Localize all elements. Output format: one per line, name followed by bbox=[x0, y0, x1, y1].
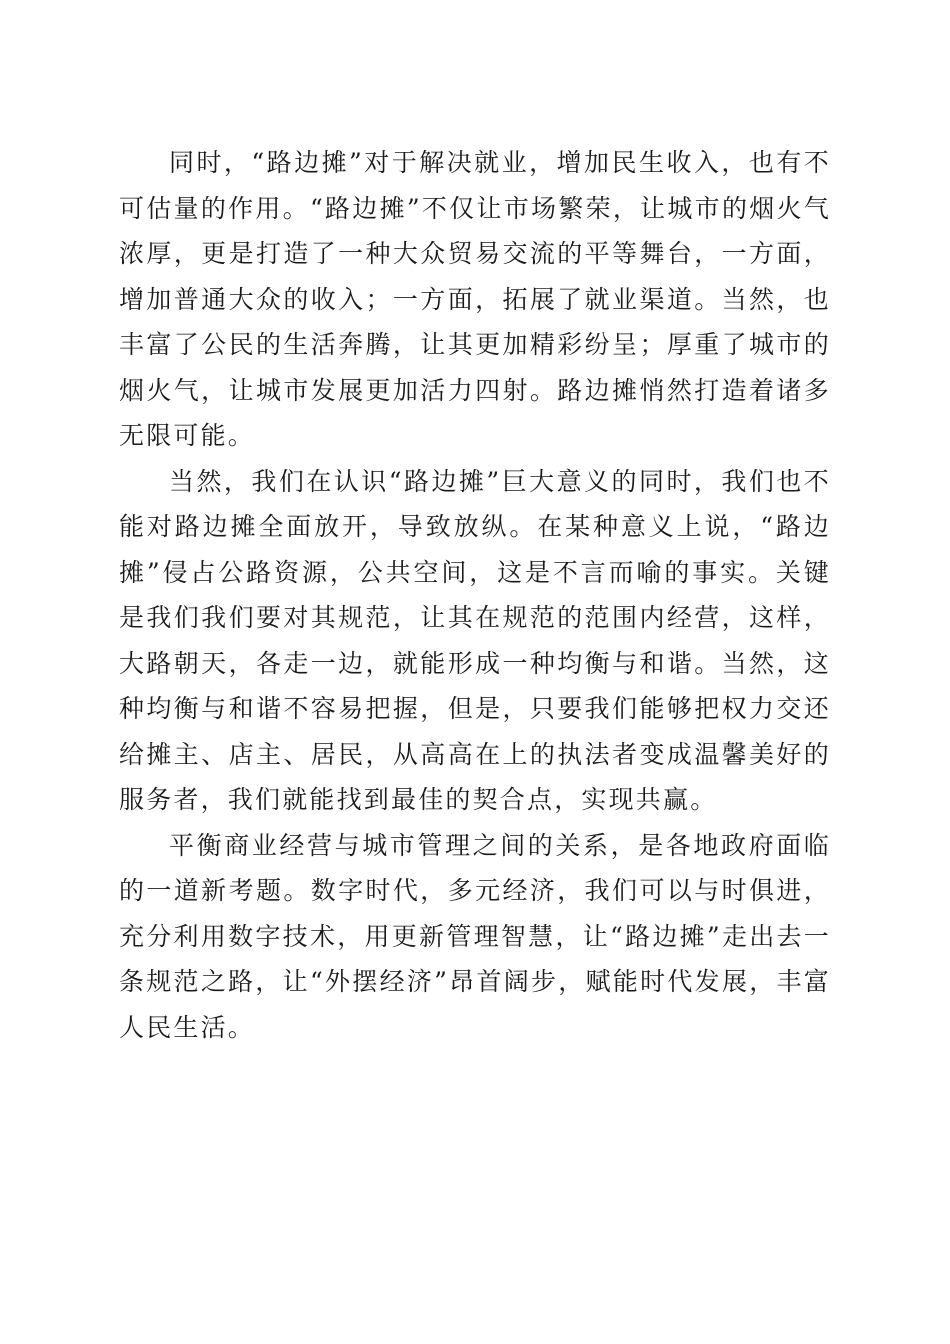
paragraph-1: 同时，“路边摊”对于解决就业，增加民生收入，也有不可估量的作用。“路边摊”不仅让市场繁荣，让城市的烟火气浓厚，更是打造了一种大众贸易交流的平等舞台，一方面，增加普通大众的收入；一方面，拓展了就业渠道。当然，也丰富了公民的生活奔腾，让其更加精彩纷呈；厚重了城市的烟火气，让城市发展更加活力四射。路边摊悄然打造着诸多无限可能。 bbox=[119, 148, 831, 450]
document-body bbox=[119, 140, 831, 1050]
paragraph-3: 平衡商业经营与城市管理之间的关系，是各地政府面临的一道新考题。数字时代，多元经济，我们可以与时俱进，充分利用数字技术，用更新管理智慧，让“路边摊”走出去一条规范之路，让“外摆经济”昂首阔步，赋能时代发展，丰富人民生活。 bbox=[119, 830, 831, 1042]
paragraph-2: 当然，我们在认识“路边摊”巨大意义的同时，我们也不能对路边摊全面放开，导致放纵。在某种意义上说，“路边摊”侵占公路资源，公共空间，这是不言而喻的事实。关键是我们我们要对其规范，让其在规范的范围内经营，这样，大路朝天，各走一边，就能形成一种均衡与和谐。当然，这种均衡与和谐不容易把握，但是，只要我们能够把权力交还给摊主、店主、居民，从高高在上的执法者变成温馨美好的服务者，我们就能找到最佳的契合点，实现共赢。 bbox=[119, 466, 831, 814]
